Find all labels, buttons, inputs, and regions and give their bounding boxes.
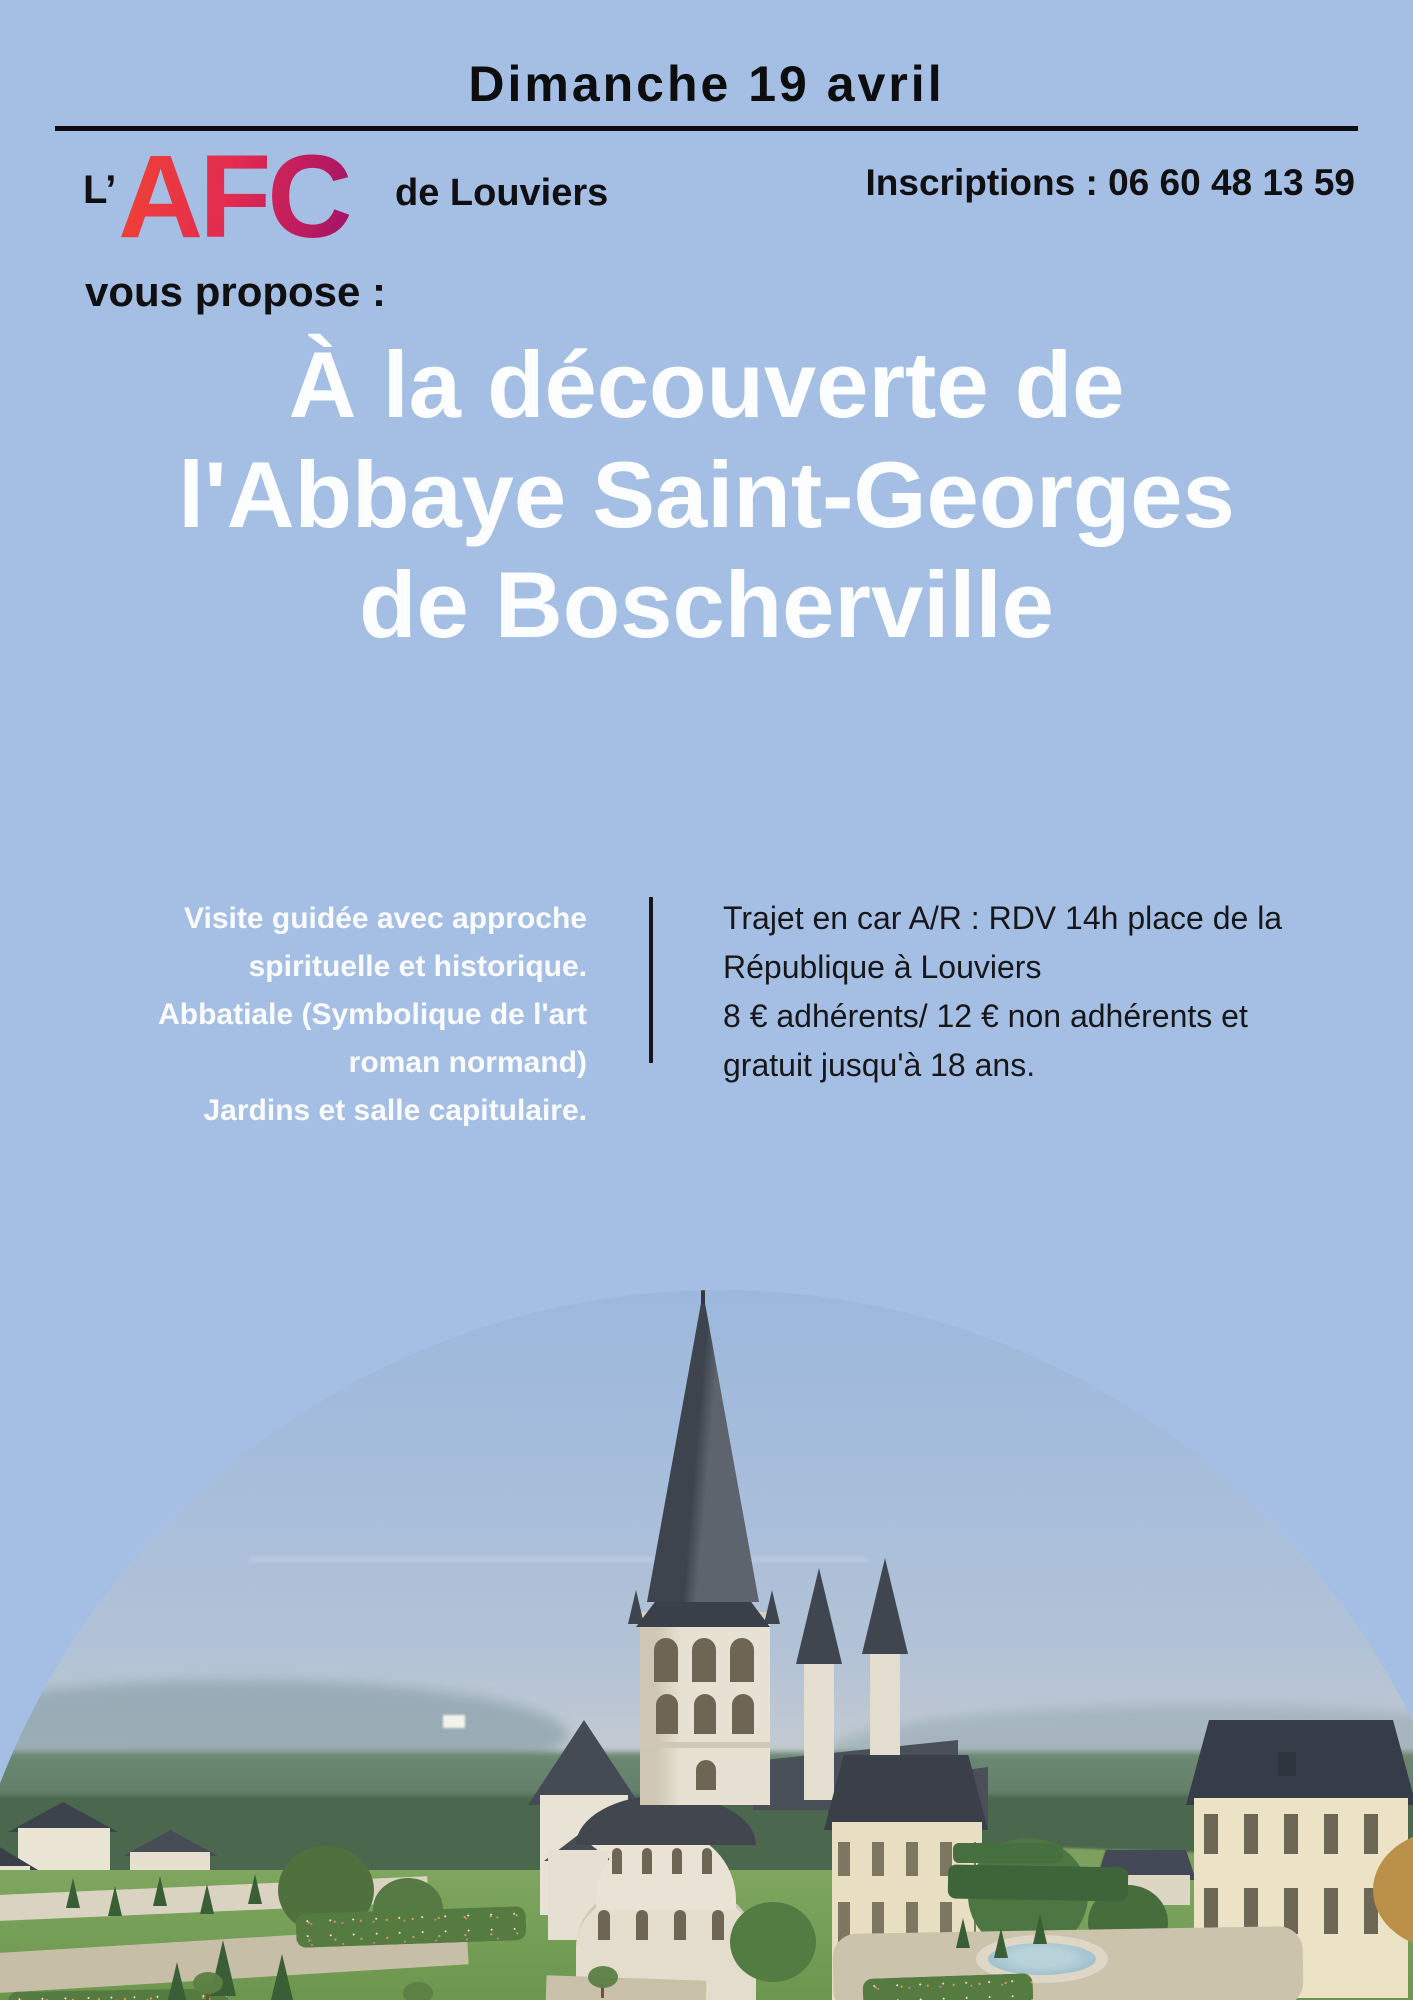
pinnacle-right [764, 1590, 780, 1624]
sky-contrail [248, 1558, 868, 1561]
distant-chateau [443, 1715, 465, 1728]
tower-arch-window [732, 1694, 754, 1734]
apse-window [674, 1910, 686, 1940]
tower-arch-window [694, 1694, 716, 1734]
apse-window [612, 1848, 622, 1874]
flowerbed-1 [862, 1973, 1033, 2000]
tree-center [730, 1902, 816, 1982]
column-divider [649, 897, 653, 1063]
visit-info-line: Visite guidée avec approche [184, 902, 587, 935]
tower-band [640, 1742, 770, 1748]
tower-arch-window [654, 1638, 678, 1682]
apse-window [712, 1910, 724, 1940]
spire-finial [701, 1290, 705, 1304]
travel-info-line: Trajet en car A/R : RDV 14h place de la [723, 900, 1283, 936]
turret-shaft-1 [804, 1660, 834, 1800]
travel-info-line: 8 € adhérents/ 12 € non adhérents et [723, 998, 1248, 1034]
poster-title [0, 330, 1413, 660]
tower-arch-window [730, 1638, 754, 1682]
tower-window [696, 1760, 716, 1790]
visit-info [95, 895, 587, 1135]
travel-info-line: République à Louviers [723, 949, 1042, 985]
manor-windows-1 [1204, 1814, 1400, 1854]
visit-info-line: roman normand) [348, 1046, 587, 1079]
village-house-1 [18, 1828, 110, 1870]
apse-window [598, 1910, 610, 1940]
dome-photo [0, 1290, 1413, 2000]
title-line-1: À la découverte de [288, 332, 1125, 437]
pinnacle-left [628, 1590, 644, 1624]
inscriptions: Inscriptions : 06 60 48 13 59 [865, 162, 1355, 203]
tower-arch-window [692, 1638, 716, 1682]
visit-info-line: Jardins et salle capitulaire. [203, 1094, 587, 1127]
classical-roof [824, 1755, 988, 1830]
apse-window [672, 1848, 682, 1874]
tower-arch-window [656, 1694, 678, 1734]
hedge-terrace [948, 1864, 1129, 1901]
apse-window [702, 1848, 712, 1874]
turret-spire-1 [796, 1568, 842, 1664]
apse-window [642, 1848, 652, 1874]
turret-spire-2 [862, 1558, 908, 1654]
visit-info-line: spirituelle et historique. [248, 950, 587, 983]
afc-logo: AFC [118, 131, 349, 263]
main-spire [647, 1292, 759, 1602]
orchard-tree-canopy [588, 1966, 618, 1988]
visit-info-line: Abbatiale (Symbolique de l'art [158, 998, 587, 1031]
date-header: Dimanche 19 avril [468, 56, 945, 112]
apse-window [636, 1910, 648, 1940]
org-suffix: de Louviers [395, 172, 609, 214]
title-line-2: l'Abbaye Saint-Georges [178, 442, 1235, 547]
travel-info-line: gratuit jusqu'à 18 ans. [723, 1047, 1036, 1083]
org-prefix: L’ [83, 168, 117, 212]
manor-roof [1186, 1720, 1413, 1805]
tagline: vous propose : [85, 268, 387, 315]
orchard-tree-canopy [193, 1972, 223, 1994]
orchard-tree-canopy [403, 1982, 433, 2000]
title-line-3: de Boscherville [359, 552, 1054, 657]
travel-info [723, 894, 1383, 1090]
hedge-low [953, 1843, 1063, 1863]
manor-dormer [1278, 1752, 1296, 1776]
